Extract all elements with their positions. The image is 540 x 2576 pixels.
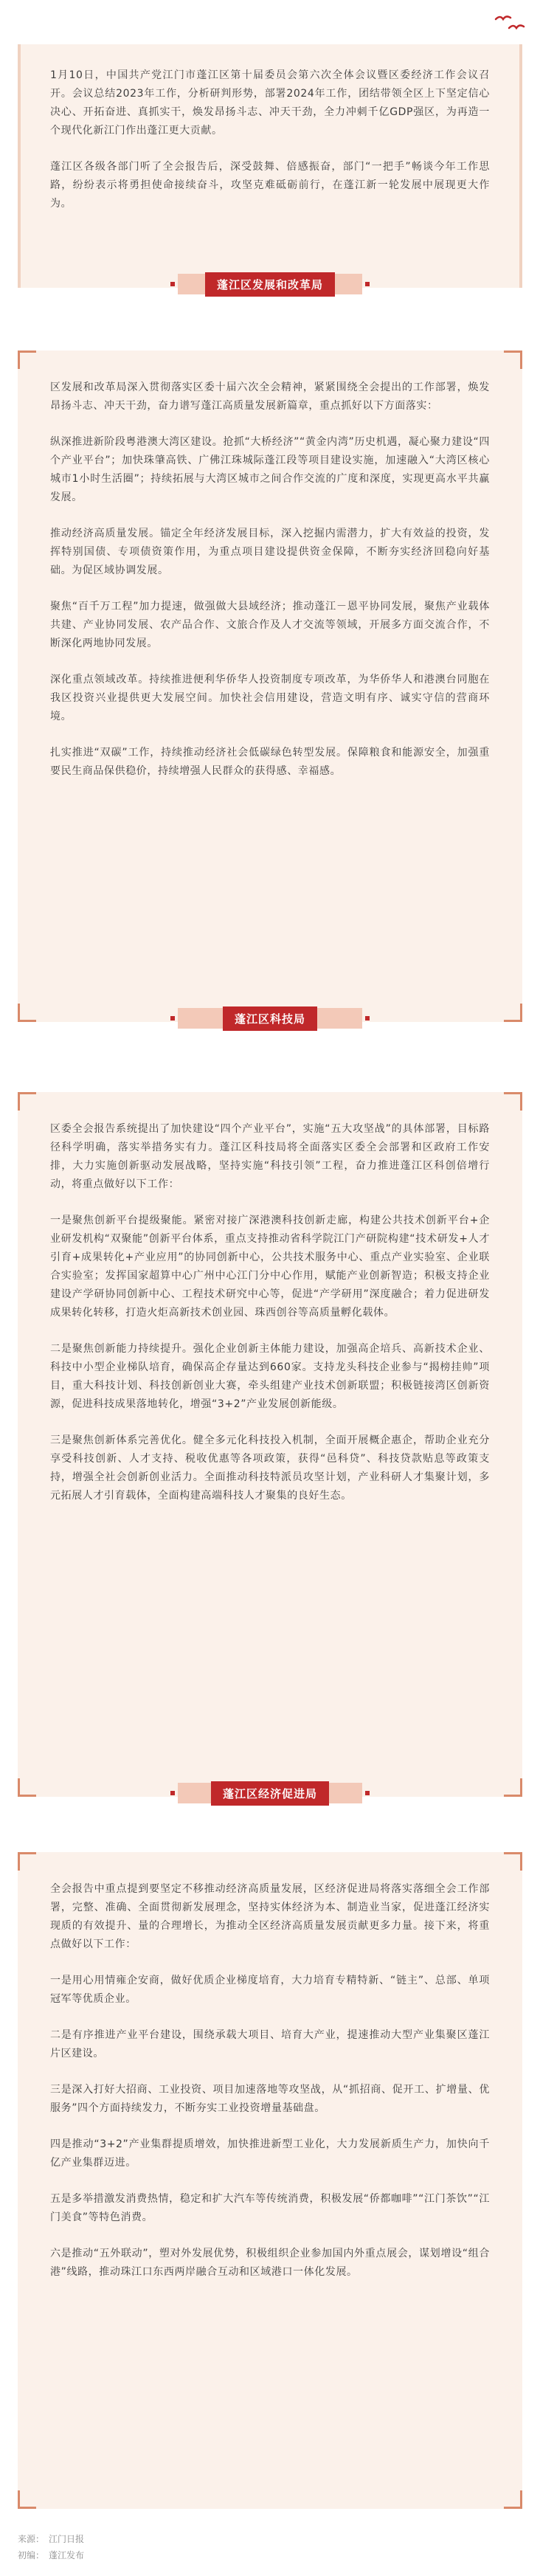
- section-title: 蓬江区发展和改革局: [205, 272, 335, 297]
- section-card-science-technology: [18, 1092, 522, 1797]
- corner-decoration: [504, 1852, 522, 1871]
- section-paragraph: 聚焦“百千万工程”加力提速，做强做大县域经济；推动蓬江－恩平协同发展，聚焦产业载体共建、产业协同发展、农产品合作、文旅合作及人才交流等领域，开展多方面交流合作，不断深化两地协同发展。: [50, 601, 490, 649]
- editor-label: 初编：: [18, 2550, 45, 2561]
- section-card-development-reform: [18, 351, 522, 1022]
- title-dot: [365, 1016, 370, 1021]
- section-paragraph: 区发展和改革局深入贯彻落实区委十届六次全会精神，紧紧围绕全会提出的工作部署，焕发昂扬斗志、冲天干劲，奋力谱写蓬江高质量发展新篇章，重点抓好以下方面落实：: [50, 381, 490, 412]
- section-paragraph: 推动经济高质量发展。锚定全年经济发展目标，深入挖掘内需潜力，扩大有效益的投资，发挥特别国债、专项债资策作用，为重点项目建设提供资金保障，不断夯实经济回稳向好基础。为促区域协调发展。: [50, 528, 490, 576]
- section-paragraph: 二是有序推进产业平台建设，围绕承载大项目、培育大产业，提速推动大型产业集聚区蓬江片区建设。: [50, 2029, 490, 2059]
- intro-paragraph: 蓬江区各级各部门听了全会报告后，深受鼓舞、倍感振奋，部门“一把手”畅谈今年工作思路，纷纷表示将勇担使命接续奋斗，攻坚克难砥砺前行，在蓬江新一轮发展中展现更大作为。: [50, 161, 490, 210]
- section-paragraph: 五是多举措激发消费热情，稳定和扩大汽车等传统消费，积极发展“侨都咖啡”“江门茶饮”“江门美食”等特色消费。: [50, 2193, 490, 2223]
- section-paragraph: 全会报告中重点提到要坚定不移推动经济高质量发展，区经济促进局将落实落细全会工作部署，完整、准确、全面贯彻新发展理念，坚持实体经济为本、制造业当家，促进蓬江经济实现质的有效提升、量的合理增长，为推动全区经济高质量发展贡献更多力量。接下来，将重点做好以下工作：: [50, 1883, 490, 1950]
- editor-line: [18, 2547, 84, 2563]
- section-paragraph: 六是推动“五外联动”，塑对外发展优势，积极组织企业参加国内外重点展会，谋划增设“组合港”线路，推动珠江口东西两岸融合互动和区域港口一体化发展。: [50, 2248, 490, 2278]
- section-body: [18, 1852, 522, 2304]
- section-title-box: [170, 1776, 370, 1810]
- section-paragraph: 扎实推进“双碳”工作，持续推动经济社会低碳绿色转型发展。保障粮食和能源安全，加强重要民生商品保供稳价，持续增强人民群众的获得感、幸福感。: [50, 747, 490, 777]
- intro-card: [18, 44, 522, 288]
- corner-decoration: [504, 1092, 522, 1111]
- card-border-left: [18, 44, 21, 288]
- section-paragraph: 四是推动“3+2”产业集群提质增效，加快推进新型工业化，大力发展新质生产力，加快向千亿产业集群迈进。: [50, 2138, 490, 2169]
- source-line: [18, 2531, 84, 2547]
- birds-icon: [493, 9, 527, 38]
- corner-decoration: [504, 2490, 522, 2509]
- section-title-box: [170, 1001, 370, 1035]
- section-paragraph: 三是深入打好大招商、工业投资、项目加速落地等攻坚战，从“抓招商、促开工、扩增量、优服务”四个方面持续发力，不断夯实工业投资增量基础盘。: [50, 2084, 490, 2114]
- section-title-wrap: [0, 1001, 540, 1035]
- title-dot: [170, 1016, 175, 1021]
- title-dot: [170, 1791, 175, 1795]
- section-body: [18, 351, 522, 803]
- title-dot: [365, 282, 370, 286]
- intro-paragraph: 1月10日，中国共产党江门市蓬江区第十届委员会第六次全体会议暨区委经济工作会议召开。会议总结2023年工作，分析研判形势，部署2024年工作，团结带领全区上下坚定信心决心、开拓奋进、真抓实干，焕发昂扬斗志、冲天干劲，全力冲刺千亿GDP强区，为再造一个现代化新江门作出蓬江更大贡献。: [50, 69, 490, 137]
- source-value: 江门日报: [49, 2534, 85, 2544]
- corner-decoration: [18, 1092, 36, 1111]
- source-label: 来源：: [18, 2534, 45, 2544]
- corner-decoration: [18, 2490, 36, 2509]
- section-paragraph: 深化重点领域改革。持续推进便利华侨华人投资制度专项改革，为华侨华人和港澳台同胞在我区投资兴业提供更大发展空间。加快社会信用建设，营造文明有序、诚实守信的营商环境。: [50, 674, 490, 722]
- section-body: [18, 1092, 522, 1527]
- section-title: 蓬江区科技局: [223, 1006, 317, 1031]
- section-paragraph: 二是聚焦创新能力持续提升。强化企业创新主体能力建设，加强高企培兵、高新技术企业、科技中小型企业梯队培育，确保高企存量达到660家。支持龙头科技企业参与“揭榜挂帅”项目，重大科技计划、科技创新创业大赛，牵头组建产业技术创新联盟；积极链接湾区创新资源，促进科技成果落地转化，增强“3+2”产业发展创新能级。: [50, 1343, 490, 1410]
- section-paragraph: 纵深推进新阶段粤港澳大湾区建设。抢抓“大桥经济”“黄金内湾”历史机遇，凝心聚力建设“四个产业平台”；加快珠肇高铁、广佛江珠城际蓬江段等项目建设实施，加速融入“大湾区核心城市1小时生活圈”；持续拓展与大湾区城市之间合作交流的广度和深度，实现更高水平共赢发展。: [50, 436, 490, 503]
- title-dot: [170, 282, 175, 286]
- corner-decoration: [18, 351, 36, 369]
- section-title: 蓬江区经济促进局: [211, 1781, 329, 1806]
- section-paragraph: 三是聚焦创新体系完善优化。健全多元化科技投入机制，全面开展概企惠企，帮助企业充分享受科技创新、人才支持、税收优惠等各项政策，获得“邑科贷”、科技贷款贴息等政策支持，增强全社会创新创业活力。全面推动科技特派员攻坚计划，产业科研人才集聚计划，多元拓展人才引育载体，全面构建高端科技人才聚集的良好生态。: [50, 1434, 490, 1502]
- section-title-wrap: [0, 1776, 540, 1810]
- section-card-economic-promotion: [18, 1852, 522, 2509]
- intro-body: [18, 44, 522, 235]
- section-paragraph: 一是用心用情雍企安商，做好优质企业梯度培育，大力培育专精特新、“链主”、总部、单项冠军等优质企业。: [50, 1975, 490, 2005]
- article-sources: [18, 2531, 84, 2563]
- section-paragraph: 一是聚焦创新平台提级聚能。紧密对接广深港澳科技创新走廊，构建公共技术创新平台+企业研发机构“双聚能”创新平台体系，重点支持推动省科学院江门产研院构建“技术研发+人才引育+成果转化+产业应用”的协同创新中心，公共技术服务中心、重点产业实验室、企业联合实验室；发挥国家超算中心广州中心江门分中心作用，赋能产业创新智造；积极支持企业建设产学研协同创新中心、工程技术研究中心等，促进“产学研用”深度融合；着力促进研发成果转化转移，打造火炬高新技术创业园、珠西创谷等高质量孵化载体。: [50, 1215, 490, 1319]
- card-border-right: [519, 44, 522, 288]
- section-title-wrap: [0, 267, 540, 301]
- editor-value: 蓬江发布: [49, 2550, 85, 2561]
- corner-decoration: [18, 1852, 36, 1871]
- section-paragraph: 区委全会报告系统提出了加快建设“四个产业平台”，实施“五大攻坚战”的具体部署，目标路径科学明确，落实举措务实有力。蓬江区科技局将全面落实区委全会部署和区政府工作安排，大力实施创新驱动发展战略，坚持实施“科技引领”工程，奋力推进蓬江区科创倍增行动，将重点做好以下工作：: [50, 1123, 490, 1190]
- corner-decoration: [504, 351, 522, 369]
- title-dot: [365, 1791, 370, 1795]
- section-title-box: [170, 267, 370, 301]
